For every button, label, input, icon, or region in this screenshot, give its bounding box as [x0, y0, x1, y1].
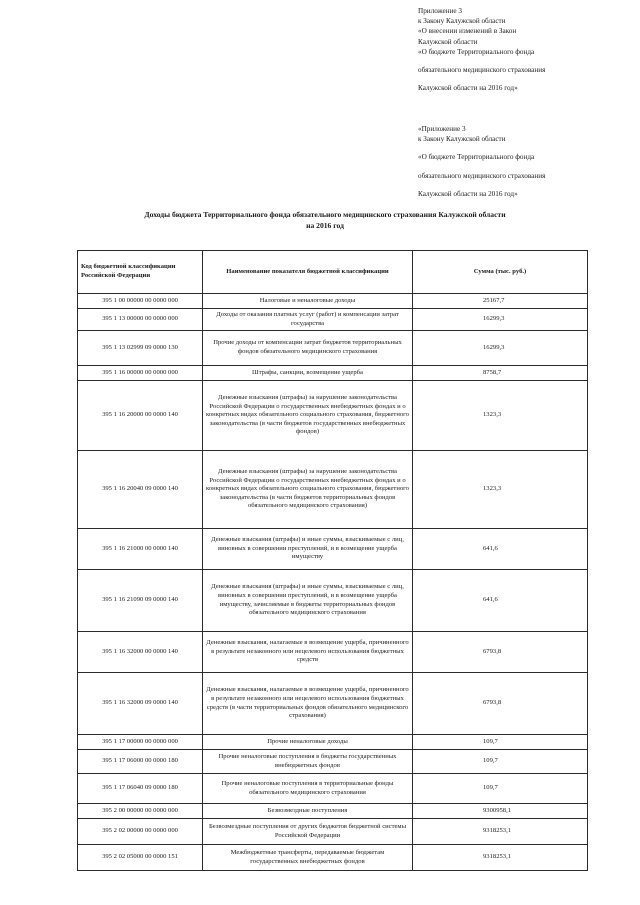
row-name: Прочие неналоговые доходы — [203, 735, 413, 750]
row-sum: 25167,7 — [413, 294, 588, 309]
table-row — [78, 819, 588, 845]
row-sum: 1323,3 — [413, 451, 588, 529]
row-name: Доходы от оказания платных услуг (работ) и компенсации затрат государства — [203, 309, 413, 331]
row-name: Прочие доходы от компенсации затрат бюджетов территориальных фондов обязательного медицинского страхования — [203, 331, 413, 366]
row-sum: 109,7 — [413, 735, 588, 750]
table-row — [78, 673, 588, 735]
row-sum: 6793,8 — [413, 673, 588, 735]
row-name: Безвозмездные поступления от других бюджетов бюджетной системы Российской Федерации — [203, 819, 413, 845]
table-row — [78, 632, 588, 673]
row-code: 395 1 00 00000 00 0000 000 — [78, 294, 203, 309]
annex-line: обязательного медицинского страхования — [418, 66, 546, 75]
row-sum: 9300958,1 — [413, 804, 588, 819]
header-sum: Сумма (тыс. руб.) — [413, 251, 588, 294]
row-sum: 1323,3 — [413, 381, 588, 451]
row-name: Денежные взыскания (штрафы) за нарушение законодательства Российской Федерации о государственных внебюджетных фондах и о конкретных видах обязательного социального страхования, бюджетного законодательства (в части бюджетов территориальных фондов обязательного медицинского страхования) — [203, 451, 413, 529]
table-row — [78, 331, 588, 366]
annex-line: обязательного медицинского страхования — [418, 171, 546, 180]
table-row — [78, 309, 588, 331]
title-line-1: Доходы бюджета Территориального фонда обязательного медицинского страхования Калужской области — [144, 210, 506, 219]
annex-note-amended — [418, 6, 623, 94]
table-row — [78, 804, 588, 819]
row-sum: 6793,8 — [413, 632, 588, 673]
row-code: 395 1 13 00000 00 0000 000 — [78, 309, 203, 331]
table-row — [78, 774, 588, 804]
table-row — [78, 750, 588, 774]
row-name: Денежные взыскания (штрафы) и иные суммы, взыскиваемые с лиц, виновных в совершении преступлений, и в возмещение ущерба имуществу — [203, 529, 413, 570]
row-name: Межбюджетные трансферты, передаваемые бюджетам государственных внебюджетных фондов — [203, 845, 413, 871]
row-name: Денежные взыскания, налагаемые в возмещение ущерба, причиненного в результате незаконного или нецелевого использования бюджетных средств (в части территориальных фондов обязательного медицинского страхования) — [203, 673, 413, 735]
row-sum: 9318253,1 — [413, 845, 588, 871]
annex-line: «О бюджете Территориального фонда — [418, 47, 535, 56]
table-row — [78, 381, 588, 451]
revenue-table — [77, 250, 588, 871]
annex-line: Калужской области — [418, 37, 478, 46]
annex-line: Калужской области на 2016 год» — [418, 84, 518, 93]
row-sum: 8758,7 — [413, 366, 588, 381]
row-code: 395 1 16 32000 00 0000 140 — [78, 632, 203, 673]
document-title — [90, 209, 560, 232]
row-sum: 641,6 — [413, 570, 588, 632]
annex-line: Калужской области на 2016 год» — [418, 189, 518, 198]
table-row — [78, 570, 588, 632]
row-code: 395 1 16 20000 00 0000 140 — [78, 381, 203, 451]
annex-line: «О бюджете Территориального фонда — [418, 153, 535, 162]
table-row — [78, 845, 588, 871]
header-name: Наименование показателя бюджетной классификации — [203, 251, 413, 294]
row-code: 395 2 02 05000 00 0000 151 — [78, 845, 203, 871]
annex-line: Приложение 3 — [418, 7, 462, 15]
row-name: Прочие неналоговые поступления в территориальные фонды обязательного медицинского страхования — [203, 774, 413, 804]
row-code: 395 1 16 21000 00 0000 140 — [78, 529, 203, 570]
table-row — [78, 451, 588, 529]
annex-line: к Закону Калужской области — [418, 17, 506, 26]
row-code: 395 2 02 00000 00 0000 000 — [78, 819, 203, 845]
row-code: 395 1 16 00000 00 0000 000 — [78, 366, 203, 381]
annex-note-original — [418, 124, 623, 199]
row-code: 395 1 17 06040 09 0000 180 — [78, 774, 203, 804]
table-header-row — [78, 251, 588, 294]
row-code: 395 1 17 00000 00 0000 000 — [78, 735, 203, 750]
row-name: Денежные взыскания (штрафы) и иные суммы, взыскиваемые с лиц, виновных в совершении преступлений, и в возмещение ущерба имуществу, зачисляемые в бюджеты территориальных фондов обязательного медицинского страхования — [203, 570, 413, 632]
row-name: Безвозмездные поступления — [203, 804, 413, 819]
row-code: 395 2 00 00000 00 0000 000 — [78, 804, 203, 819]
row-name: Налоговые и неналоговые доходы — [203, 294, 413, 309]
row-name: Прочие неналоговые поступления в бюджеты государственных внебюджетных фондов — [203, 750, 413, 774]
row-name: Штрафы, санкции, возмещение ущерба — [203, 366, 413, 381]
table-row — [78, 529, 588, 570]
row-code: 395 1 13 02999 09 0000 130 — [78, 331, 203, 366]
row-sum: 16299,3 — [413, 309, 588, 331]
table-row — [78, 735, 588, 750]
row-sum: 109,7 — [413, 774, 588, 804]
row-name: Денежные взыскания, налагаемые в возмещение ущерба, причиненного в результате незаконного или нецелевого использования бюджетных средств — [203, 632, 413, 673]
annex-line: к Закону Калужской области — [418, 135, 506, 144]
row-sum: 641,6 — [413, 529, 588, 570]
table-row — [78, 366, 588, 381]
row-name: Денежные взыскания (штрафы) за нарушение законодательства Российской Федерации о государственных внебюджетных фондах и о конкретных видах обязательного социального страхования, бюджетного законодательства (в части бюджетов государственных внебюджетных фондов) — [203, 381, 413, 451]
row-code: 395 1 16 20040 09 0000 140 — [78, 451, 203, 529]
row-sum: 9318253,1 — [413, 819, 588, 845]
row-code: 395 1 16 32000 09 0000 140 — [78, 673, 203, 735]
header-code: Код бюджетной классификации Российской Федерации — [78, 251, 203, 294]
table-row — [78, 294, 588, 309]
row-sum: 109,7 — [413, 750, 588, 774]
annex-line: «Приложение 3 — [418, 125, 466, 133]
title-line-2: на 2016 год — [306, 221, 344, 231]
annex-line: «О внесении изменений в Закон — [418, 27, 517, 36]
row-sum: 16299,3 — [413, 331, 588, 366]
row-code: 395 1 16 21090 09 0000 140 — [78, 570, 203, 632]
row-code: 395 1 17 06000 00 0000 180 — [78, 750, 203, 774]
